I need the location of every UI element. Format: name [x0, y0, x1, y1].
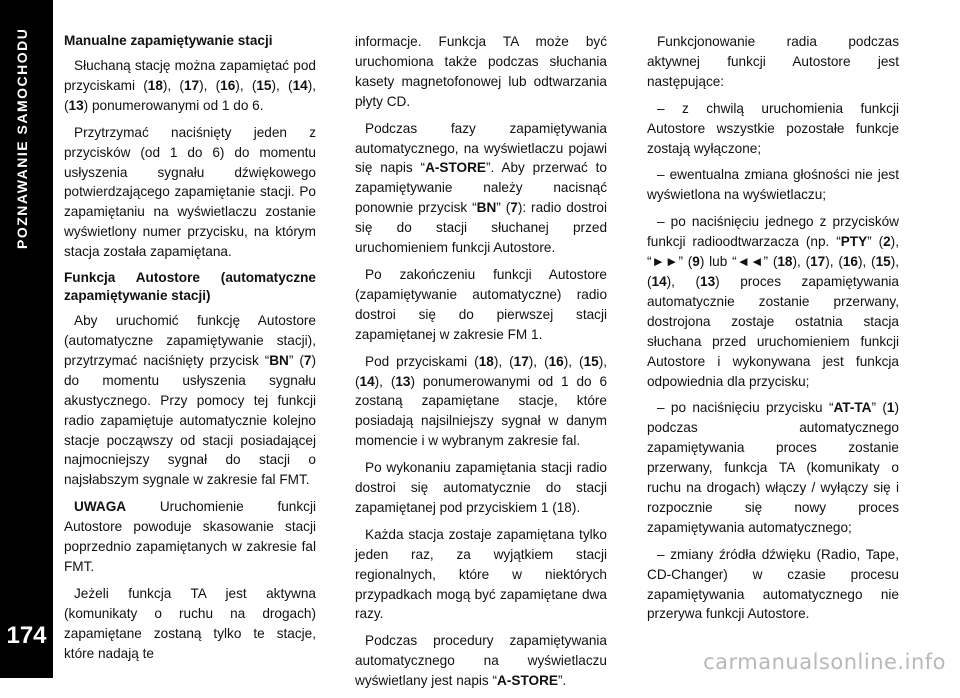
- paragraph: [355, 352, 607, 452]
- key-ref: 2: [883, 234, 891, 250]
- text: ” (: [867, 234, 884, 250]
- key-ref: 1: [886, 400, 895, 416]
- text: ), (: [792, 254, 811, 270]
- fast-forward-icon: ►►: [651, 254, 679, 270]
- text: ) ponumerowanymi od 1 do 6.: [83, 97, 264, 113]
- key-ref: 17: [810, 254, 826, 270]
- text: ), (: [199, 77, 221, 93]
- text: ” (: [678, 254, 693, 270]
- key-ref: 18: [147, 77, 163, 93]
- text: ), (: [825, 254, 843, 270]
- key-ref: 17: [513, 353, 529, 369]
- column-1: [64, 32, 316, 670]
- paragraph: [355, 119, 607, 258]
- warning-label: UWAGA: [74, 499, 127, 515]
- key-ref: 9: [692, 254, 700, 270]
- key-ref: 18: [478, 353, 494, 369]
- key-ref: 14: [651, 273, 667, 289]
- text: ) do momentu usłyszenia sygnału akustycznego. Przy pomocy tej funkcji radio zapamiętuje automatycznie kolejno stacje począwszy od stacji posiadającej najmocniejszy sygnał do stacji o najsłabszym sygnale w zakresie fal FMT.: [64, 352, 316, 488]
- key-ref: BN: [476, 200, 497, 216]
- paragraph: Po zakończeniu funkcji Autostore (zapamiętywanie automatyczne) radio dostroi się do pierwszej stacji zapamiętanej w zakresie FM 1.: [355, 266, 607, 342]
- key-ref: 7: [303, 352, 312, 368]
- watermark: carmanualsonline.info: [703, 650, 946, 674]
- paragraph: – ewentualna zmiana głośności nie jest wyświetlona na wyświetlaczu;: [647, 167, 899, 203]
- text: ), (: [528, 353, 549, 369]
- page-number: 174: [6, 622, 47, 649]
- column-2: [355, 32, 607, 698]
- key-ref: 13: [68, 97, 84, 113]
- paragraph: [64, 311, 316, 490]
- text: ”.: [557, 673, 567, 689]
- text: ), (: [162, 77, 184, 93]
- text: ) ponumerowanymi od 1 do 6 zostaną zapamiętane stacje, które posiadają najsilniejszy sygnał w danym momencie i w wybranym zakresie fal.: [355, 373, 608, 449]
- key-ref: 14: [359, 373, 375, 389]
- text: ), (: [374, 373, 396, 389]
- paragraph: [647, 398, 899, 537]
- text: ): radio dostroi się do stacji słuchanej przed uruchomieniem funkcji Autostore.: [355, 200, 607, 256]
- text: ) podczas automatycznego zapamiętywania proces zostanie przerwany, funkcja TA (komunikaty o ruchu na drogach) włączy / wyłączy się i rozpocznie się nowy proces zapamiętywania automatycznego;: [647, 400, 899, 535]
- text: ), (: [235, 77, 257, 93]
- text: – po naciśnięciu jednego z przycisków funkcji radioodtwarzacza (np. “: [647, 214, 899, 250]
- text: Aby uruchomić funkcję Autostore (automatyczne zapamiętywanie stacji), przytrzymać naciśnięty przycisk “: [64, 313, 316, 368]
- key-ref: AT-TA: [833, 400, 872, 416]
- key-ref: 18: [777, 254, 793, 270]
- heading-manual: Manualne zapamiętywanie stacji: [64, 33, 273, 48]
- text: ), (: [493, 353, 514, 369]
- key-ref: 17: [183, 77, 200, 93]
- key-ref: 7: [510, 200, 518, 216]
- key-ref: PTY: [840, 234, 868, 250]
- warning-paragraph: [64, 497, 316, 577]
- column-3: [647, 32, 899, 631]
- text: ” (: [763, 254, 778, 270]
- text: Pod przyciskami (: [365, 353, 479, 369]
- paragraph: Po wykonaniu zapamiętania stacji radio dostroi się automatycznie do stacji zapamiętanej pod przyciskiem 1 (18).: [355, 460, 607, 515]
- text: ), (: [666, 273, 701, 289]
- key-ref: 16: [842, 254, 858, 270]
- text: ), “: [647, 234, 899, 270]
- paragraph: [64, 56, 316, 116]
- paragraph: Przytrzymać naciśnięty jeden z przycisków (od 1 do 6) do momentu usłyszenia sygnału dźwiękowego potwierdzającego zapamiętanie stacji. Po zapamiętaniu na wyświetlaczu zostanie wyświetlony numer przycisku, na którym stacja została zapamiętana.: [64, 124, 316, 260]
- key-ref: 13: [395, 373, 411, 389]
- text: Podczas fazy zapamiętywania automatycznego, na wyświetlaczu pojawi się napis “: [355, 120, 607, 176]
- paragraph: [355, 631, 607, 691]
- text: ) proces zapamiętywania automatycznie zostanie przerwany, dostrojona zostaje ostatnia stacja słuchana przed uruchomieniem funkcji Autostore i wykonywana jest funkcja odpowiednia dla przycisku;: [647, 273, 899, 389]
- text: ), (: [857, 254, 876, 270]
- text: ), (: [563, 353, 584, 369]
- key-ref: 15: [583, 353, 599, 369]
- paragraph: – zmiany źródła dźwięku (Radio, Tape, CD-Changer) w czasie procesu zapamiętywania automatycznego nie przerywa funkcji Autostore.: [647, 546, 899, 622]
- text: ” (: [288, 352, 304, 368]
- text: Uruchomienie funkcji Autostore powoduje skasowanie stacji poprzednio zapamiętanych w zakresie fal FMT.: [64, 499, 316, 574]
- paragraph: informacje. Funkcja TA może być uruchomiona także podczas słuchania kasety magnetofonowej lub odtwarzania płyty CD.: [355, 34, 607, 109]
- text: ) lub “: [699, 254, 737, 270]
- section-title: POZNAWANIE SAMOCHODU: [14, 28, 30, 250]
- text: ” (: [871, 400, 887, 416]
- text: ” (: [496, 200, 511, 216]
- key-ref: 15: [875, 254, 891, 270]
- key-ref: 16: [220, 77, 236, 93]
- text: ), (: [271, 77, 293, 93]
- paragraph: [647, 212, 899, 391]
- text: ), (: [355, 353, 607, 389]
- text: Podczas procedury zapamiętywania automatycznego na wyświetlaczu wyświetlany jest napis “: [355, 633, 607, 689]
- text: ”. Aby przerwać to zapamiętywanie należy nacisnąć ponownie przycisk “: [355, 160, 607, 216]
- key-ref: 16: [548, 353, 564, 369]
- sidebar: [0, 0, 53, 678]
- key-ref: 13: [700, 273, 716, 289]
- text: ), (: [64, 77, 317, 113]
- key-ref: 15: [256, 77, 272, 93]
- key-ref: BN: [269, 352, 289, 368]
- paragraph: – z chwilą uruchomienia funkcji Autostore wszystkie pozostałe funkcje zostają wyłączone;: [647, 100, 899, 156]
- text: Słuchaną stację można zapamiętać pod przyciskami (: [64, 58, 316, 93]
- paragraph: Jeżeli funkcja TA jest aktywna (komunikaty o ruchu na drogach) zapamiętane zostaną tylko te stacje, które nadają te: [64, 585, 316, 661]
- paragraph: Funkcjonowanie radia podczas aktywnej funkcji Autostore jest następujące:: [647, 34, 899, 89]
- key-ref: A-STORE: [497, 673, 558, 689]
- key-ref: A-STORE: [425, 160, 487, 176]
- heading-autostore: Funkcja Autostore (automatyczne zapamiętywanie stacji): [64, 270, 316, 304]
- key-ref: 14: [292, 77, 308, 93]
- paragraph: Każda stacja zostaje zapamiętana tylko jeden raz, za wyjątkiem stacji regionalnych, które w niektórych przypadkach mogą być zapamiętane dwa razy.: [355, 526, 607, 622]
- text: ), (: [647, 254, 900, 289]
- text: – po naciśnięciu przycisku “: [657, 400, 834, 416]
- rewind-icon: ◄◄: [736, 254, 764, 270]
